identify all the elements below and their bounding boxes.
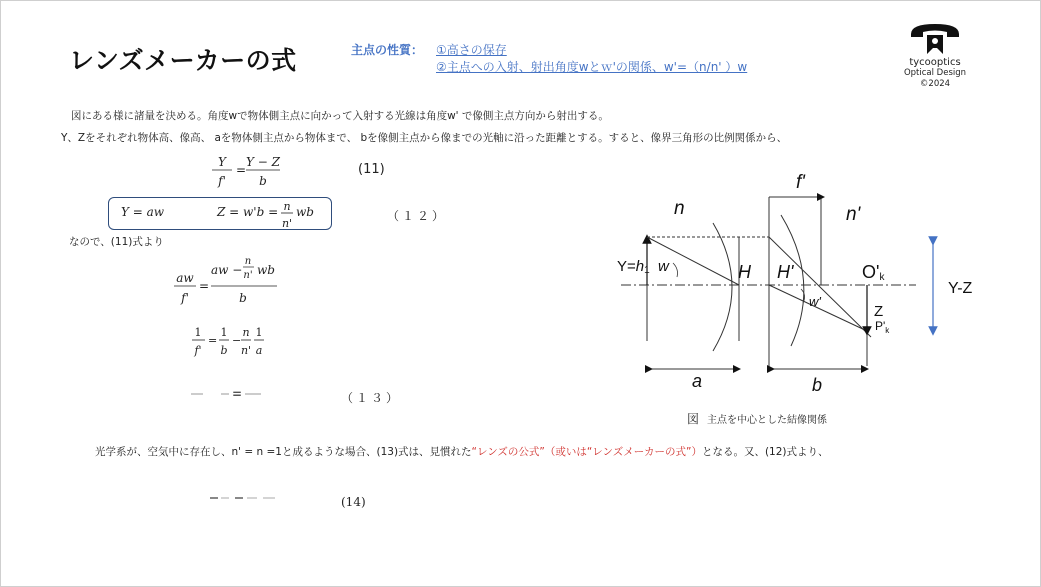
eqmid-rhs-numerator-head: aw − <box>211 263 243 277</box>
paragraph-variables: Y、Zをそれぞれ物体高、像高、 aを物体側主点から物体まで、 bを像側主点から像までの光軸に沿った距離とする。すると、像界三角形の比例関係から、 <box>61 132 788 144</box>
label-w: w <box>658 258 669 275</box>
telephone-logo-icon <box>907 21 963 55</box>
caption-text: 主点を中心とした結像関係 <box>707 415 828 426</box>
equation-13 <box>189 385 269 401</box>
eqr-b-den: b <box>220 344 228 357</box>
label-n-prime: n' <box>846 204 861 225</box>
svg-text:=: = <box>199 279 210 293</box>
p4-before: 光学系が、空気中に存在し、n' = n =1と成るような場合、(13)式は、見慣れた <box>95 446 472 458</box>
brand-name: tycooptics <box>909 57 961 68</box>
eqr-a-den: a <box>255 344 263 357</box>
label-n: n <box>674 198 685 219</box>
brand-logo <box>901 21 969 90</box>
page-title: レンズメーカーの式 <box>69 46 297 75</box>
svg-text:=: = <box>236 163 247 177</box>
paragraph-from-eq11: なので、(11)式より <box>69 236 164 248</box>
property-link-angle-relation[interactable]: ②主点への入射、射出角度wとｗ'の関係、w'=（n/n' ）w <box>436 60 748 74</box>
eq11-rhs-numerator: Y − Z <box>246 155 280 169</box>
brand-copyright: ©2024 <box>919 79 951 89</box>
svg-text:=: = <box>208 334 218 347</box>
eqmid-lhs-denominator: f' <box>181 291 189 305</box>
equation-12 <box>119 198 329 230</box>
eqr-one-1: 1 <box>194 326 202 339</box>
equation-11-number: (11) <box>358 162 385 177</box>
eqr-one-3: 1 <box>255 326 263 339</box>
eq11-rhs-denominator: b <box>259 174 267 188</box>
eqr-one-2: 1 <box>220 326 228 339</box>
eq12-frac-numerator: n <box>283 200 291 213</box>
paragraph-definitions: 図にある様に諸量を決める。角度wで物体側主点に向かって入射する光線は角度w' で像側主点方向から射出する。 <box>71 110 609 122</box>
equation-14-number: (14) <box>341 495 366 509</box>
equation-13-number: （１３） <box>341 391 402 405</box>
eqmid-rhs-denominator: b <box>239 291 247 305</box>
svg-text:−: − <box>232 334 242 347</box>
equation-11 <box>206 151 286 191</box>
eqr-nprime-den: n' <box>240 344 252 357</box>
label-w-prime: w' <box>809 294 821 309</box>
label-O-k: O'k <box>862 262 885 283</box>
eq11-lhs-denominator: f' <box>218 174 226 188</box>
equation-derivation <box>171 253 286 309</box>
eq12-part1: Y = aw <box>121 205 165 219</box>
eqmid-lhs-numerator: aw <box>176 271 194 285</box>
label-H: H <box>738 262 751 282</box>
eqr-n-num: n <box>242 326 250 339</box>
eq12-frac-denominator: n' <box>281 217 293 230</box>
object-side-lens-surface <box>713 223 732 351</box>
principal-points-imaging-diagram <box>601 161 1021 431</box>
property-link-height-conservation[interactable]: ①高さの保存 <box>436 43 507 57</box>
refracted-ray <box>769 237 871 337</box>
eq12-part2: Z = w'b = <box>217 205 279 219</box>
label-P-k: $P'_k$ <box>875 319 890 335</box>
principal-points-label: 主点の性質： <box>351 43 424 57</box>
p4-after: となる。又、(12)式より、 <box>701 446 829 458</box>
eq12-tail: wb <box>296 205 314 219</box>
label-y-h1: Y=h1 <box>617 258 650 276</box>
label-f-prime: f' <box>796 172 805 193</box>
eqr-f-den: f' <box>194 344 202 357</box>
brand-subtitle: Optical Design <box>903 68 967 78</box>
label-Z: Z <box>874 303 884 320</box>
diagram-caption <box>687 410 827 427</box>
eq11-lhs-numerator: Y <box>218 155 226 169</box>
label-b: b <box>812 375 823 395</box>
eq13-equals: = <box>232 387 243 401</box>
label-Y-minus-Z: Y-Z <box>948 280 973 297</box>
eqmid-rhs-frac-denominator: n' <box>243 270 253 281</box>
eqmid-rhs-frac-numerator: n <box>244 256 252 267</box>
caption-figure-label: 図 <box>687 412 700 426</box>
eqmid-rhs-numerator-tail: wb <box>257 263 275 277</box>
equation-14 <box>207 491 287 505</box>
equation-12-number: （１２） <box>387 209 448 223</box>
paragraph-lens-formula <box>95 444 829 459</box>
equation-reciprocal <box>189 323 269 361</box>
label-H-prime: H' <box>777 262 794 282</box>
p4-lens-formula-highlight: “レンズの公式”（或いは“レンズメーカーの式”） <box>471 446 702 458</box>
label-a: a <box>692 371 703 391</box>
